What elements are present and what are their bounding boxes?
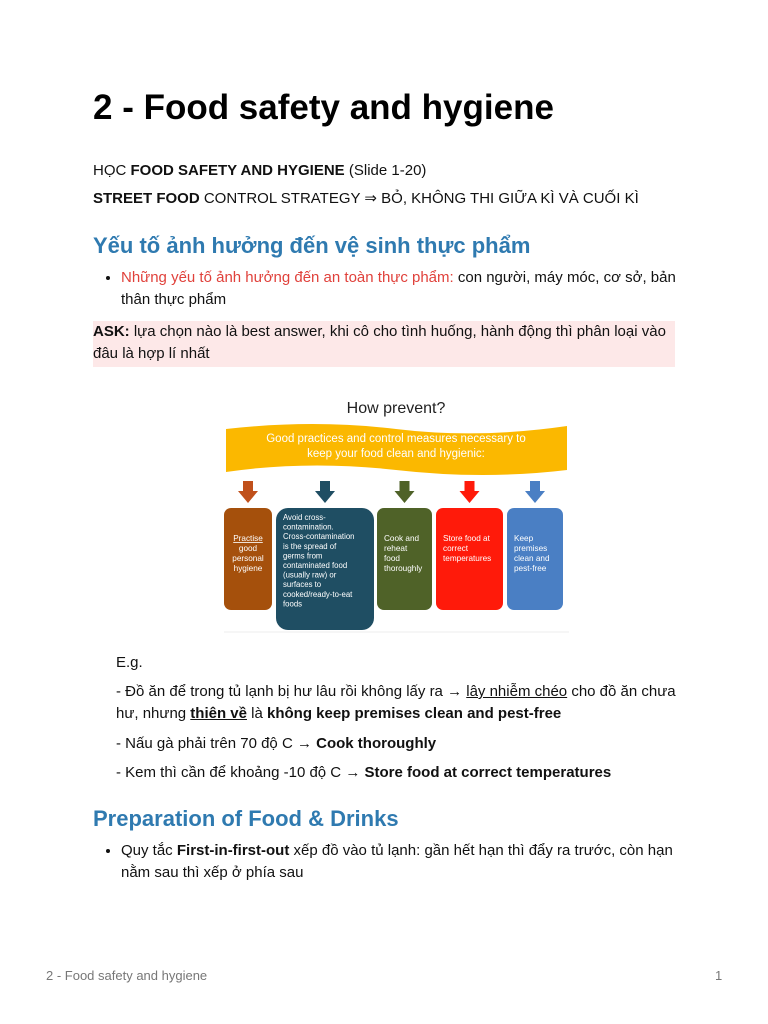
measure-box-text: good — [238, 544, 258, 553]
banner-text-1: Good practices and control measures necessary to — [266, 433, 526, 445]
intro-text: HỌC — [93, 162, 131, 179]
example-3 — [116, 762, 676, 784]
ask-label: ASK: — [93, 323, 130, 340]
preparation-list — [93, 840, 677, 884]
factors-list — [93, 267, 677, 311]
bold-text: Cook thoroughly — [316, 735, 437, 752]
measure-box-text: pest-free — [514, 564, 547, 573]
measure-box-text: contamination. — [283, 522, 334, 532]
bold-text: Store food at correct temperatures — [364, 764, 612, 781]
example-2 — [116, 733, 676, 755]
underlined-text: lây nhiễm chéo — [466, 683, 568, 700]
highlight-text: Những yếu tố ảnh hưởng đến an toàn thực phẩm: — [121, 269, 454, 286]
section-heading-preparation: Preparation of Food & Drinks — [93, 806, 399, 831]
diagram-title: How prevent? — [346, 400, 446, 417]
measure-box-text: hygiene — [233, 564, 263, 573]
measure-box-text: Practise — [233, 534, 263, 543]
measure-box-text: food — [384, 554, 400, 563]
arrow-icon: → — [447, 683, 463, 700]
list-text: xếp đồ vào tủ lạnh: gần hết hạn thì đẩy ra trước, còn hạn nằm sau thì xếp ở phía sau — [121, 842, 673, 881]
measure-box-text: contaminated food — [283, 561, 348, 570]
measure-box-text: Cook and — [384, 534, 420, 543]
underlined-bold-text: thiên về — [190, 705, 247, 722]
intro-text: CONTROL STRATEGY ⇒ BỎ, KHÔNG THI GIỮA KÌ VÀ CUỐI KÌ — [199, 190, 639, 207]
bold-text: không keep premises clean and pest-free — [267, 705, 562, 722]
intro-line-2 — [93, 188, 639, 210]
measure-box-text: foods — [283, 599, 303, 609]
footer-title: 2 - Food safety and hygiene — [46, 968, 208, 983]
how-prevent-diagram — [224, 384, 569, 634]
list-item — [121, 840, 677, 884]
intro-bold: FOOD SAFETY AND HYGIENE — [130, 162, 345, 179]
arrow-icon: → — [345, 764, 361, 781]
measure-box-text: cooked/ready-to-eat — [283, 589, 353, 599]
page-title: 2 - Food safety and hygiene — [93, 88, 554, 127]
measure-box-text: premises — [514, 544, 548, 553]
list-text: con người, máy móc, cơ sở, bản thân thực phẩm — [121, 269, 676, 308]
measure-box-text: thoroughly — [384, 564, 423, 573]
measure-box-text: correct — [443, 544, 469, 553]
measure-box-text: Avoid cross- — [283, 513, 326, 522]
intro-line-1 — [93, 160, 426, 182]
measure-box-text: temperatures — [443, 554, 492, 563]
measure-box-text: surfaces to — [283, 580, 322, 590]
measure-box-text: reheat — [384, 544, 408, 553]
ask-callout — [93, 321, 675, 367]
banner-text-2: keep your food clean and hygienic: — [307, 448, 485, 460]
measure-box-text: clean and — [514, 554, 550, 563]
list-text: Quy tắc — [121, 842, 177, 859]
intro-text: (Slide 1-20) — [344, 162, 427, 179]
bold-text: First-in-first-out — [176, 842, 290, 859]
section-heading-factors: Yếu tố ảnh hưởng đến vệ sinh thực phẩm — [93, 233, 531, 258]
measure-box-text: is the spread of — [283, 541, 337, 551]
list-item — [121, 267, 677, 311]
measure-box-text: Keep — [514, 534, 534, 543]
example-text: là — [246, 705, 267, 722]
measure-box-text: germs from — [283, 551, 323, 561]
example-text: - Kem thì cần để khoảng -10 độ C — [116, 764, 346, 781]
arrow-icon: → — [296, 735, 312, 752]
ask-text: lựa chọn nào là best answer, khi cô cho tình huống, hành động thì phân loại vào đâu là hợp lí nhất — [93, 323, 666, 362]
measure-box-text: Store food at — [443, 534, 490, 543]
example-text: cho đồ ăn chưa hư, nhưng — [116, 683, 676, 722]
intro-bold: STREET FOOD — [93, 190, 200, 207]
measure-box-text: Cross-contamination — [283, 532, 355, 542]
example-text: - Đồ ăn để trong tủ lạnh bị hư lâu rồi không lấy ra — [116, 683, 448, 700]
page-number: 1 — [715, 968, 723, 983]
measure-box-text: (usually raw) or — [283, 570, 337, 580]
example-label: E.g. — [116, 654, 143, 671]
measure-box-text: personal — [232, 554, 264, 563]
example-text: - Nấu gà phải trên 70 độ C — [116, 735, 297, 752]
example-1 — [116, 681, 676, 725]
